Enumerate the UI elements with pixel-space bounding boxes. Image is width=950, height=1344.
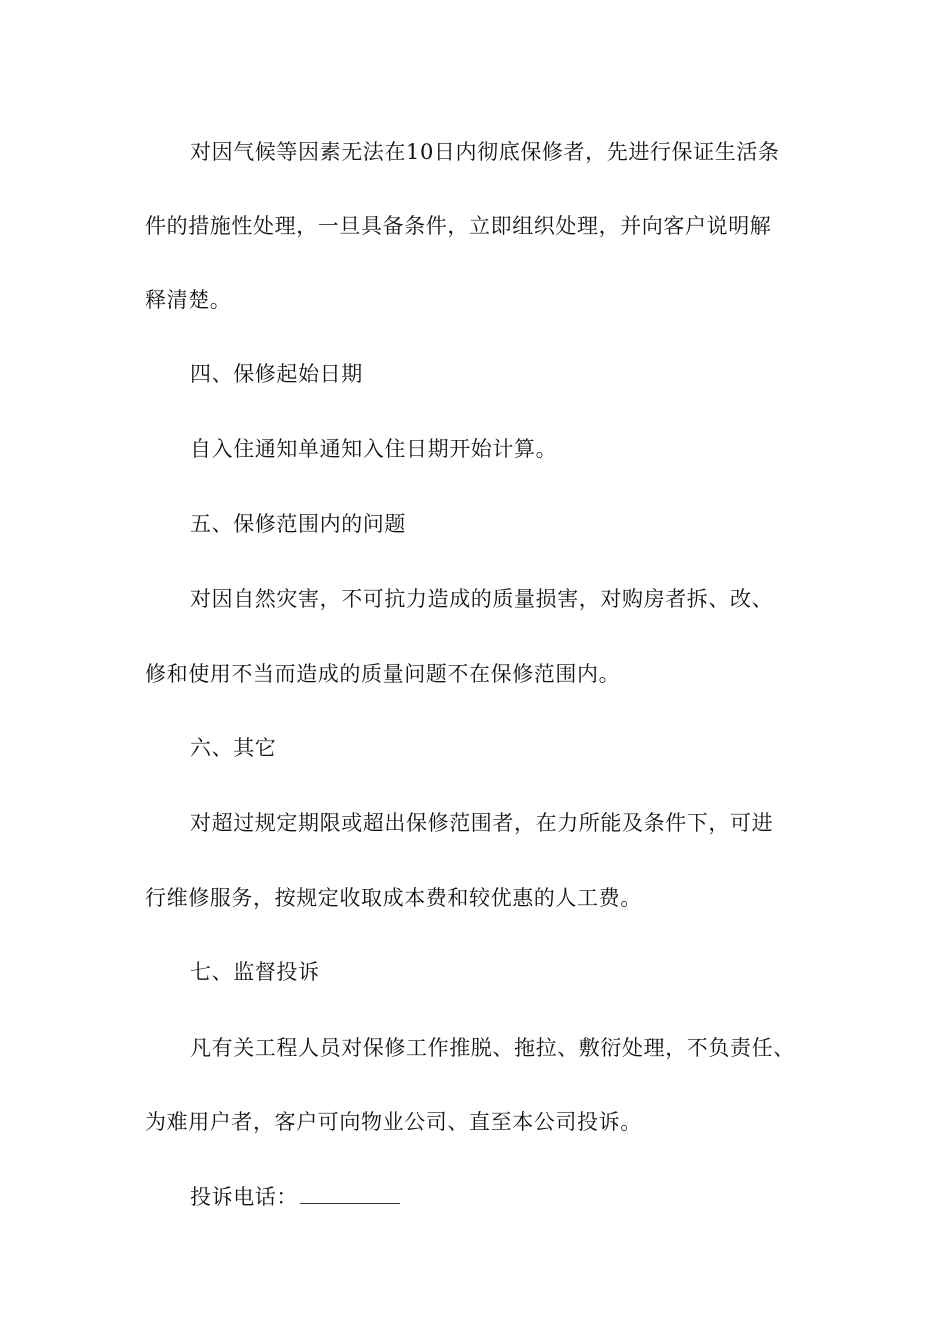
paragraph-line-1: 对因气候等因素无法在10日内彻底保修者，先进行保证生活条 (190, 140, 780, 164)
paragraph-line-14: 为难用户者，客户可向物业公司、直至本公司投诉。 (145, 1110, 642, 1134)
paragraph-line-7: 对因自然灾害，不可抗力造成的质量损害，对购房者拆、改、 (190, 587, 774, 611)
section-heading-6: 六、其它 (190, 736, 277, 760)
paragraph-line-2: 件的措施性处理，一旦具备条件，立即组织处理，并向客户说明解 (145, 214, 772, 238)
section-heading-4: 四、保修起始日期 (190, 362, 363, 386)
paragraph-line-13: 凡有关工程人员对保修工作推脱、拖拉、敷衍处理，不负责任、 (190, 1036, 795, 1060)
complaint-phone-label: 投诉电话： (190, 1185, 298, 1209)
complaint-phone-blank (300, 1183, 400, 1204)
complaint-phone-line (190, 1183, 400, 1211)
paragraph-line-11: 行维修服务，按规定收取成本费和较优惠的人工费。 (145, 886, 642, 910)
paragraph-line-3: 释清楚。 (145, 288, 232, 312)
paragraph-line-5: 自入住通知单通知入住日期开始计算。 (190, 437, 558, 461)
paragraph-line-10: 对超过规定期限或超出保修范围者，在力所能及条件下，可进 (190, 811, 774, 835)
paragraph-line-8: 修和使用不当而造成的质量问题不在保修范围内。 (145, 662, 621, 686)
section-heading-7: 七、监督投诉 (190, 960, 320, 984)
section-heading-5: 五、保修范围内的问题 (190, 512, 406, 536)
